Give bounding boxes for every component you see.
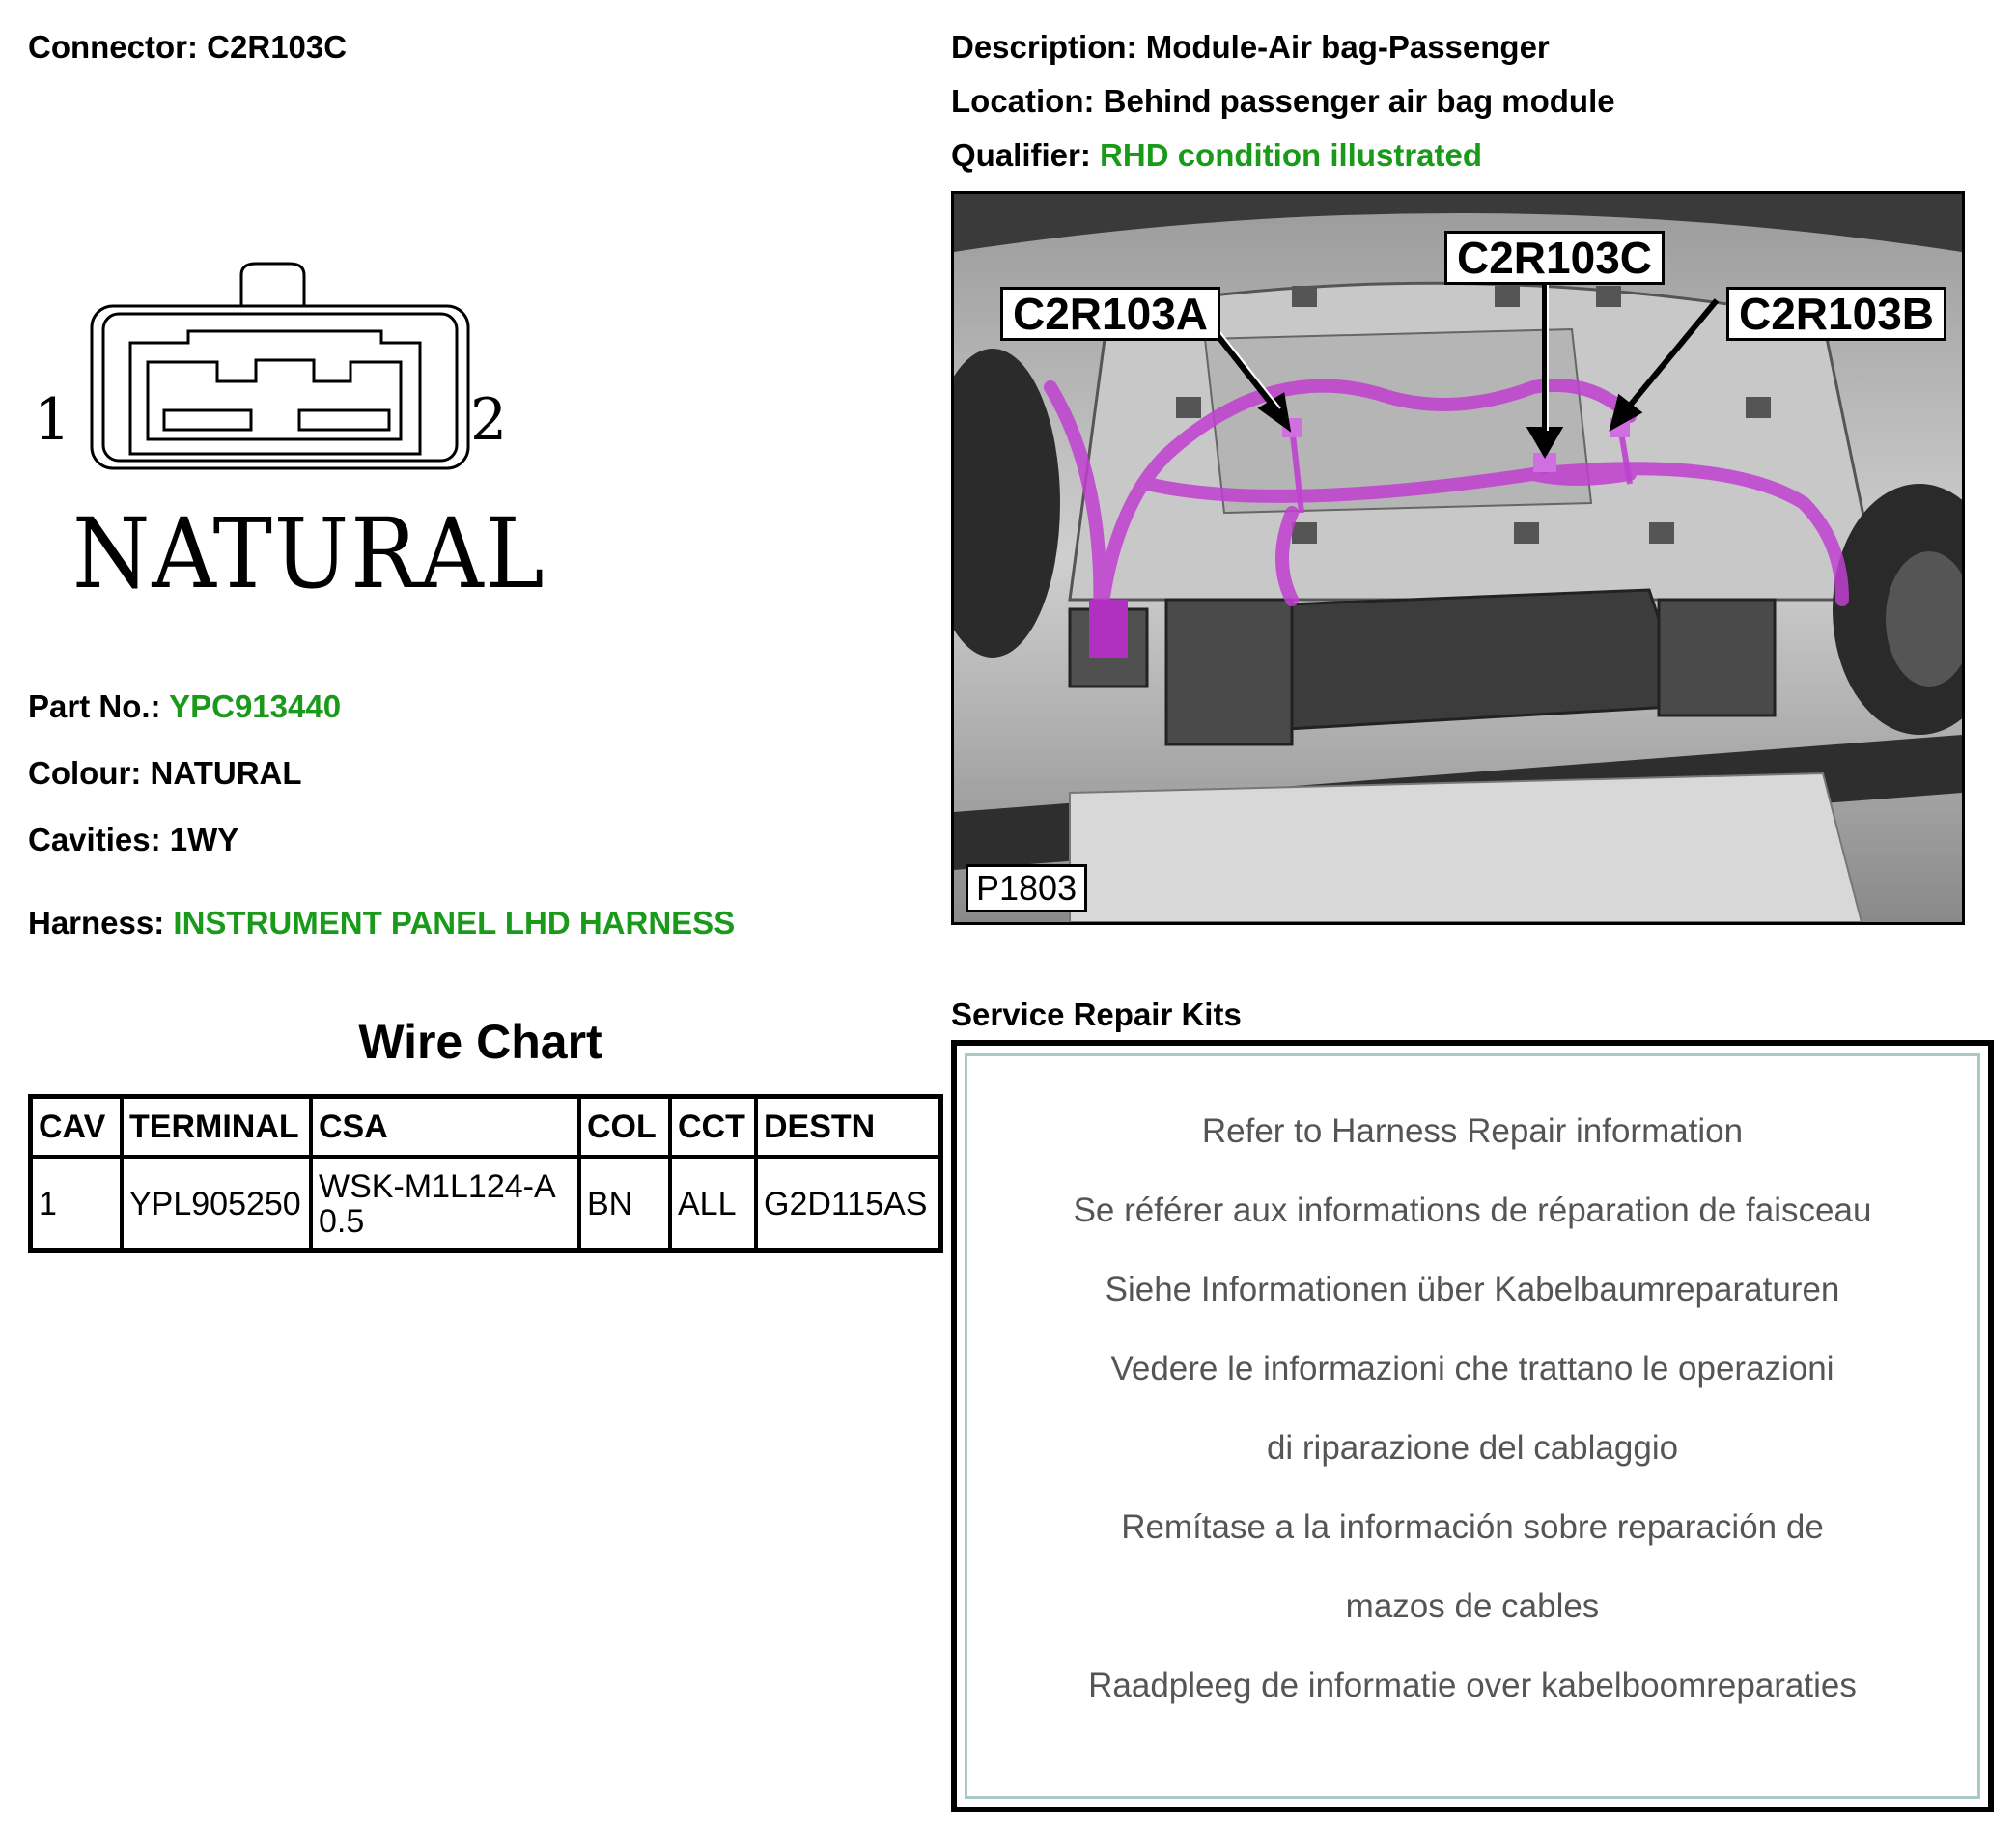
callout-c2r103a: C2R103A <box>1000 287 1220 341</box>
qualifier-value: RHD condition illustrated <box>1100 137 1483 173</box>
harness-label: Harness: <box>28 905 165 940</box>
part-number-field <box>28 688 341 725</box>
cell-cct: ALL <box>670 1157 756 1251</box>
cavities-label: Cavities: <box>28 822 161 857</box>
table-row <box>31 1157 941 1251</box>
colour-field <box>28 755 302 792</box>
wire-chart-table <box>28 1094 943 1253</box>
cell-terminal: YPL905250 <box>122 1157 311 1251</box>
harness-field <box>28 905 735 941</box>
col-header-csa: CSA <box>311 1097 579 1158</box>
qualifier-label: Qualifier: <box>951 137 1091 173</box>
cavities-value: 1WY <box>169 822 239 857</box>
harness-value: INSTRUMENT PANEL LHD HARNESS <box>173 905 736 940</box>
cell-col: BN <box>579 1157 670 1251</box>
cell-csa <box>311 1157 579 1251</box>
col-header-cav: CAV <box>31 1097 123 1158</box>
photo-reference: P1803 <box>966 864 1087 912</box>
wire-chart-title: Wire Chart <box>358 1015 602 1069</box>
pin-2-label: 2 <box>470 386 508 454</box>
kit-line-en: Refer to Harness Repair information <box>1201 1112 1744 1150</box>
connector-colour-text: NATURAL <box>72 497 546 610</box>
kit-line-it-2: di riparazione del cablaggio <box>1266 1429 1679 1467</box>
cell-csa-size: 0.5 <box>319 1202 365 1240</box>
kit-line-de: Siehe Informationen über Kabelbaumreparaturen <box>1105 1271 1840 1308</box>
connector-face-diagram <box>24 246 526 497</box>
service-kits-box <box>951 1040 1994 1812</box>
connector-label: Connector: <box>28 29 198 65</box>
pin-1-label: 1 <box>34 386 71 454</box>
callout-c2r103c: C2R103C <box>1444 231 1665 285</box>
description-value: Module-Air bag-Passenger <box>1145 29 1550 65</box>
col-header-destn: DESTN <box>756 1097 941 1158</box>
kit-line-nl: Raadpleeg de informatie over kabelboomreparaties <box>1088 1667 1857 1704</box>
colour-label: Colour: <box>28 755 142 791</box>
cavities-field <box>28 822 238 858</box>
location-label: Location: <box>951 83 1095 119</box>
kit-line-it-1: Vedere le informazioni che trattano le operazioni <box>1110 1350 1834 1388</box>
cell-csa-spec: WSK-M1L124-A <box>319 1167 556 1205</box>
service-kits-title: Service Repair Kits <box>951 996 1242 1032</box>
wire-chart-header-row <box>31 1097 941 1158</box>
kit-line-es-1: Remítase a la información sobre reparación de <box>1121 1508 1824 1546</box>
kit-line-es-2: mazos de cables <box>1345 1587 1600 1625</box>
col-header-col: COL <box>579 1097 670 1158</box>
connector-field <box>28 29 347 66</box>
kit-line-fr: Se référer aux informations de réparation de faisceau <box>1073 1192 1872 1229</box>
cell-destn: G2D115AS <box>756 1157 941 1251</box>
col-header-terminal: TERMINAL <box>122 1097 311 1158</box>
description-label: Description: <box>951 29 1137 65</box>
description-field <box>951 29 1550 66</box>
col-header-cct: CCT <box>670 1097 756 1158</box>
location-photo <box>951 191 1965 925</box>
colour-value: NATURAL <box>150 755 302 791</box>
qualifier-field <box>951 137 1482 174</box>
connector-value: C2R103C <box>207 29 348 65</box>
part-number-label: Part No.: <box>28 688 161 724</box>
location-value: Behind passenger air bag module <box>1103 83 1615 119</box>
cell-cav: 1 <box>31 1157 123 1251</box>
part-number-value: YPC913440 <box>169 688 342 724</box>
location-field <box>951 83 1615 120</box>
callout-c2r103b: C2R103B <box>1726 287 1946 341</box>
service-kits-inner <box>965 1053 1980 1799</box>
